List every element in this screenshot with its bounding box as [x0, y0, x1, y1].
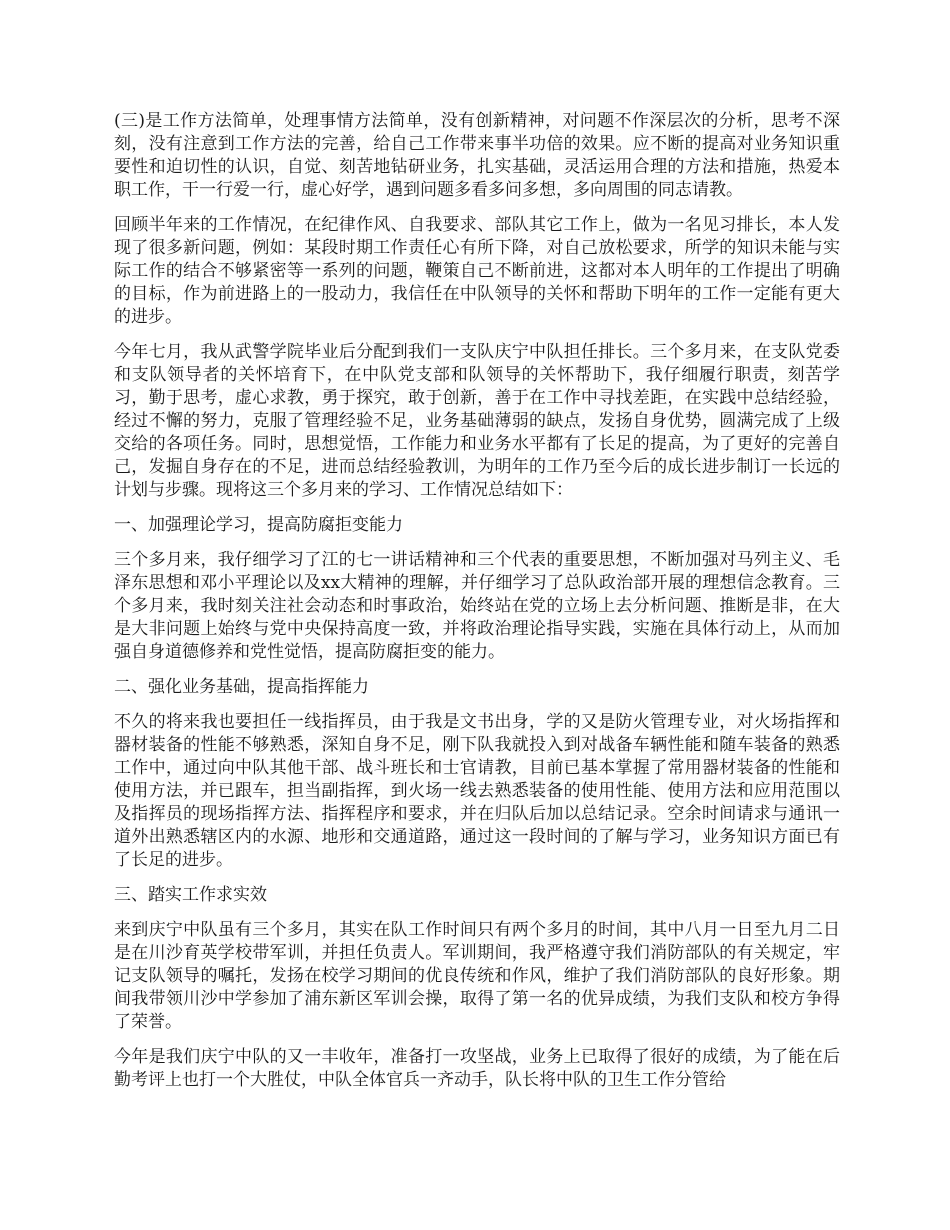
paragraph-theory-study: 三个多月来，我仔细学习了江的七一讲话精神和三个代表的重要思想，不断加强对马列主义、毛泽东思想和邓小平理论以及xx大精神的理解，并仔细学习了总队政治部开展的理想信念教育。三个多月来，我时刻关注社会动态和时事政治，始终站在党的立场上去分析问题、推断是非，在大是大非问题上始终与党中央保持高度一致，并将政治理论指导实践，实施在具体行动上，从而加强自身道德修养和党性觉悟，提高防腐拒变的能力。 [114, 550, 840, 662]
paragraph-military-training: 来到庆宁中队虽有三个多月，其实在队工作时间只有两个多月的时间，其中八月一日至九月二日是在川沙育英学校带军训，并担任负责人。军训期间，我严格遵守我们消防部队的有关规定，牢记支队领导的嘱托，发扬在校学习期间的优良传统和作风，维护了我们消防部队的良好形象。期间我带领川沙中学参加了浦东新区军训会操，取得了第一名的优异成绩，为我们支队和校方争得了荣誉。 [114, 920, 840, 1032]
section-heading-practical-work: 三、踏实工作求实效 [114, 885, 267, 905]
paragraph-introduction: 今年七月，我从武警学院毕业后分配到我们一支队庆宁中队担任排长。三个多月来，在支队党委和支队领导者的关怀培育下，在中队党支部和队领导的关怀帮助下，我仔细履行职责，刻苦学习，勤于思考，虚心求教，勇于探究，敢于创新，善于在工作中寻找差距，在实践中总结经验，经过不懈的努力，克服了管理经验不足，业务基础薄弱的缺点，发扬自身优势，圆满完成了上级交给的各项任务。同时，思想觉悟，工作能力和业务水平都有了长足的提高，为了更好的完善自己，发掘自身存在的不足，进而总结经验教训，为明年的工作乃至今后的成长进步制订一长远的计划与步骤。现将这三个多月来的学习、工作情况总结如下： [114, 342, 840, 500]
section-heading-business-foundation: 二、强化业务基础，提高指挥能力 [114, 677, 369, 697]
paragraph-work-method: (三)是工作方法简单，处理事情方法简单，没有创新精神，对问题不作深层次的分析，思考不深刻，没有注意到工作方法的完善，给自己工作带来事半功倍的效果。应不断的提高对业务知识重要性和迫切性的认识，自觉、刻苦地钻研业务，扎实基础，灵活运用合理的方法和措施，热爱本职工作，干一行爱一行，虚心好学，遇到问题多看多问多想，多向周围的同志请教。 [114, 111, 840, 200]
paragraph-harvest-year: 今年是我们庆宁中队的又一丰收年，准备打一攻坚战，业务上已取得了很好的成绩，为了能在后勤考评上也打一个大胜仗，中队全体官兵一齐动手，队长将中队的卫生工作分管给 [114, 1047, 840, 1090]
paragraph-business-foundation: 不久的将来我也要担任一线指挥员，由于我是文书出身，学的又是防火管理专业，对火场指挥和器材装备的性能不够熟悉，深知自身不足，刚下队我就投入到对战备车辆性能和随车装备的熟悉工作中，通过向中队其他干部、战斗班长和士官请教，目前已基本掌握了常用器材装备的性能和使用方法，并已跟车，担当副指挥，到火场一线去熟悉装备的使用性能、使用方法和应用范围以及指挥员的现场指挥方法、指挥程序和要求，并在归队后加以总结记录。空余时间请求与通讯一道外出熟悉辖区内的水源、地形和交通道路，通过这一段时间的了解与学习，业务知识方面已有了长足的进步。 [114, 712, 840, 870]
document-page [114, 110, 840, 1104]
paragraph-half-year-review: 回顾半年来的工作情况，在纪律作风、自我要求、部队其它工作上，做为一名见习排长，本人发现了很多新问题，例如：某段时期工作责任心有所下降，对自己放松要求，所学的知识未能与实际工作的结合不够紧密等一系列的问题，鞭策自己不断前进，这都对本人明年的工作提出了明确的目标，作为前进路上的一股动力，我信任在中队领导的关怀和帮助下明年的工作一定能有更大的进步。 [114, 215, 840, 327]
section-heading-theory-study: 一、加强理论学习，提高防腐拒变能力 [114, 515, 403, 535]
